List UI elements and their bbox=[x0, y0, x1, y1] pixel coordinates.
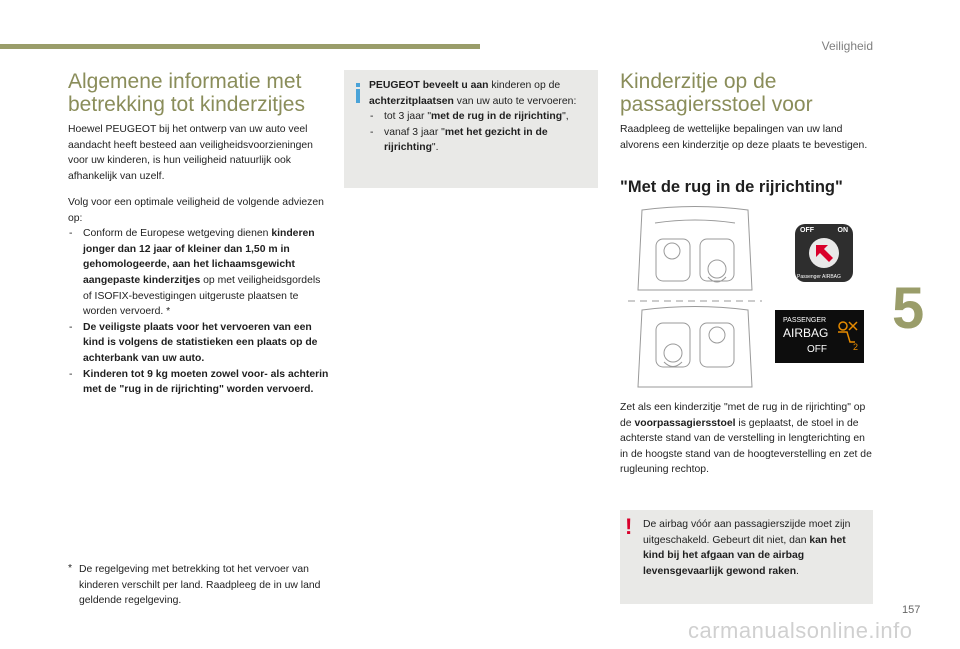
airbag-switch-knob-icon bbox=[807, 236, 841, 270]
info-icon bbox=[353, 83, 363, 103]
subheading: "Met de rug in de rijrichting" bbox=[620, 178, 843, 196]
warning-icon: ! bbox=[625, 514, 633, 539]
advice-list bbox=[68, 226, 330, 398]
left-section-title: Algemene informatie met betrekking tot kinderzitjes bbox=[68, 70, 305, 116]
left-intro: Hoewel PEUGEOT bij het ontwerp van uw auto veel aandacht heeft besteed aan veiligheidsvoorzieningen voor uw kinderen, is hun veiligheid natuurlijk ook afhankelijk van uzelf. bbox=[68, 124, 313, 182]
section-name: Veiligheid bbox=[821, 39, 873, 53]
info-box bbox=[344, 70, 598, 188]
list-item: - vanaf 3 jaar "met het gezicht in de rijrichting". bbox=[369, 125, 591, 156]
right-section-title: Kinderzitje op de passagiersstoel voor bbox=[620, 70, 813, 116]
list-item: - Conform de Europese wetgeving dienen kinderen jonger dan 12 jaar of kleiner dan 1,50 m in gehomologeerde, aan het lichaamsgewicht aangepaste kinderzitjes op met veiligheidsgordels of ISOFIX-bevestigingen uitgeruste plaatsen te worden vervoerd. * bbox=[68, 226, 330, 320]
footnote: * De regelgeving met betrekking tot het vervoer van kinderen verschilt per land. Raadpleeg de in uw land geldende regelgeving. bbox=[68, 563, 321, 607]
airbag-status-panel: PASSENGER AIRBAG OFF 2 bbox=[775, 310, 864, 363]
chapter-number: 5 bbox=[892, 276, 925, 341]
right-body: Zet als een kinderzitje "met de rug in de rijrichting" op de voorpassagiersstoel is geplaatst, de stoel in de achterste stand van de verstelling in lengterichting en in de hoogste stand van de hoogteverstelling en zet de rugleuning rechtop. bbox=[620, 402, 872, 476]
warning-box bbox=[620, 510, 873, 604]
advice-block: Volg voor een optimale veiligheid de volgende adviezen op: - Conform de Europese wetgeving dienen kinderen jonger dan 12 jaar of kleiner dan 1,50 m in gehomologeerde, aan het lichaamsgewicht aangepaste kinderzitjes op met veiligheidsgordels of ISOFIX-bevestigingen uitgeruste plaatsen te worden vervoerd. * - De veiligste plaats voor het vervoeren van een kind is volgens de statistieken een plaats op de achterbank van uw auto. - Kinderen tot 9 kg moeten zowel voor- als achterin met de "rug in de rijrichting" worden vervoerd. bbox=[68, 195, 330, 398]
header-rule bbox=[0, 44, 480, 49]
watermark: carmanualsonline.info bbox=[688, 618, 913, 643]
warning-text: De airbag vóór aan passagierszijde moet zijn uitgeschakeld. Gebeurt dit niet, dan kan het kind bij het afgaan van de airbag levensgevaarlijk gewond raken. bbox=[643, 519, 851, 577]
list-item: - tot 3 jaar "met de rug in de rijrichting", bbox=[369, 109, 591, 125]
right-intro: Raadpleeg de wettelijke bepalingen van uw land alvorens een kinderzitje op deze plaats te bevestigen. bbox=[620, 124, 868, 151]
info-text: PEUGEOT beveelt u aan kinderen op de achterzitplaatsen van uw auto te vervoeren: - tot 3 jaar "met de rug in de rijrichting", - vanaf 3 jaar "met het gezicht in de rijrichting". bbox=[369, 78, 591, 156]
car-seat-illustration bbox=[620, 205, 770, 395]
list-item: - De veiligste plaats voor het vervoeren van een kind is volgens de statistieken een plaats op de achterbank van uw auto. bbox=[68, 320, 330, 367]
airbag-switch: OFF ON Passenger AIRBAG bbox=[795, 224, 853, 282]
page-number: 157 bbox=[902, 604, 921, 616]
info-list bbox=[369, 109, 591, 156]
list-item: - Kinderen tot 9 kg moeten zowel voor- als achterin met de "rug in de rijrichting" worden vervoerd. bbox=[68, 367, 330, 398]
